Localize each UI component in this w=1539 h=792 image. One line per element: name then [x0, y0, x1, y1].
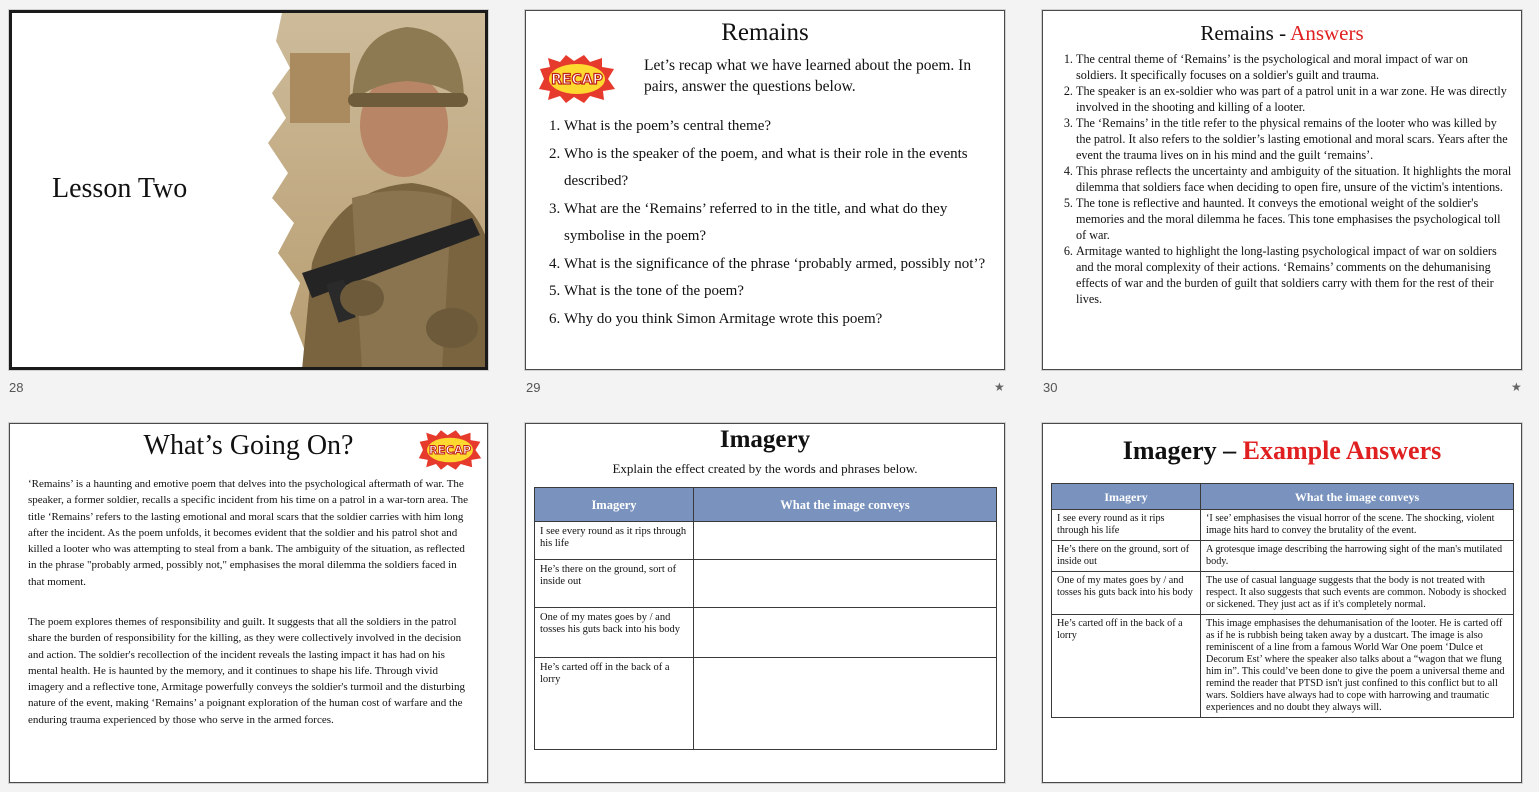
slide-number: 30 — [1043, 380, 1058, 395]
answer-list — [1076, 51, 1512, 307]
slide-title: Imagery — [719, 426, 811, 453]
soldier-image — [242, 13, 488, 370]
table-row — [1052, 572, 1514, 615]
list-item: 4. This phrase reflects the uncertainty and ambiguity of the situation. It highlights the moral dilemma that soldiers face when deciding to open fire, unsure of the victim's intentions. — [1076, 163, 1512, 195]
slide-31-thumbnail[interactable] — [9, 423, 488, 783]
list-item: 3. The ‘Remains’ in the title refer to the physical remains of the looter who was killed by the patrol. It also refers to the soldier’s lasting emotional and moral scars. Years after the event the trauma lives on in his mind and the guilt ‘remains’. — [1076, 115, 1512, 163]
table-row — [535, 522, 997, 560]
table-cell: He’s carted off in the back of a lorry — [535, 658, 694, 750]
slide-title — [1043, 436, 1521, 466]
star-icon[interactable]: ★ — [994, 380, 1005, 394]
example-answers-table — [1051, 483, 1514, 718]
recap-badge-icon — [418, 430, 482, 470]
slide-29-thumbnail[interactable] — [525, 10, 1005, 370]
slide-title: Lesson Two — [52, 173, 188, 204]
body-paragraph: ‘Remains’ is a haunting and emotive poem that delves into the psychological aftermath of war. The speaker, a former soldier, recalls a specific incident from his time on a patrol in a war-torn area. The title ‘Remains’ refers to the lasting emotional and moral scars that the soldier carries with him long after the incident. As the poem unfolds, it becomes evident that the soldier and his patrol shot and killed a looter who was attempting to steal from a bank. The ambiguity of the situation, as reflected in the phrase "probably armed, possibly not," emphasises the moral dilemma the soldiers faced in that moment. — [28, 478, 469, 588]
question-list — [564, 113, 994, 333]
table-cell: I see every round as it rips through his life — [535, 522, 694, 560]
list-item: 1. What is the poem’s central theme? — [564, 113, 994, 141]
column-header: Imagery — [535, 488, 694, 522]
title-highlight: Answers — [1290, 21, 1364, 45]
title-part: Imagery – — [1122, 436, 1243, 465]
table-cell: He’s there on the ground, sort of inside out — [1052, 541, 1201, 572]
slide-32-thumbnail[interactable] — [525, 423, 1005, 783]
slide-title — [1043, 21, 1521, 46]
table-cell: He’s there on the ground, sort of inside out — [535, 560, 694, 608]
table-cell-empty — [694, 608, 997, 658]
column-header: What the image conveys — [1201, 484, 1514, 510]
table-cell: I see every round as it rips through his life — [1052, 510, 1201, 541]
imagery-table — [534, 487, 997, 750]
table-row — [1052, 510, 1514, 541]
table-row — [1052, 615, 1514, 718]
table-cell-empty — [694, 522, 997, 560]
slide-30-thumbnail[interactable] — [1042, 10, 1522, 370]
table-cell: One of my mates goes by / and tosses his guts back into his body — [535, 608, 694, 658]
list-item: 2. Who is the speaker of the poem, and what is their role in the events described? — [564, 141, 994, 196]
table-cell: The use of casual language suggests that the body is not treated with respect. It also suggests that such events are common. Nobody is shocked or sickened. They just act as if it's completely normal. — [1201, 572, 1514, 615]
table-row — [535, 560, 997, 608]
list-item: 6. Armitage wanted to highlight the long-lasting psychological impact of war on soldiers and the moral complexity of their actions. ‘Remains’ comments on the dehumanising effects of war and the burden of guilt that soldiers carry with them for the rest of their lives. — [1076, 243, 1512, 307]
slide-33-thumbnail[interactable] — [1042, 423, 1522, 783]
list-item: 2. The speaker is an ex-soldier who was part of a patrol unit in a war zone. He was directly involved in the shooting and killing of a looter. — [1076, 83, 1512, 115]
slide-number: 28 — [9, 380, 24, 395]
list-item: 1. The central theme of ‘Remains’ is the psychological and moral impact of war on soldiers. It specifically focuses on a soldier's guilt and trauma. — [1076, 51, 1512, 83]
intro-text: Let’s recap what we have learned about the poem. In pairs, answer the questions below. — [644, 57, 972, 95]
table-cell: A grotesque image describing the harrowing sight of the man's mutilated body. — [1201, 541, 1514, 572]
table-cell: He’s carted off in the back of a lorry — [1052, 615, 1201, 718]
list-item: 5. What is the tone of the poem? — [564, 278, 994, 306]
table-cell: This image emphasises the dehumanisation of the looter. He is carted off as if he is rubbish being taken away by a dustcart. The image is also reminiscent of a line from a famous World War One poem ‘Dulce et Decorum Est’ where the speaker also talks about a “wagon that we flung him in”. This could’ve been done to give the poem a universal theme and remind the reader that PTSD isn't just confined to this conflict but to all wars. Soldiers have always had to cope with harrowing and traumatic experiences and no doubt they always will. — [1201, 615, 1514, 718]
list-item: 3. What are the ‘Remains’ referred to in the title, and what do they symbolise in the poem? — [564, 196, 994, 251]
title-part: Remains - — [1200, 21, 1291, 45]
table-header-row — [1052, 484, 1514, 510]
slide-title: Remains — [721, 19, 809, 46]
slide-title: What’s Going On? — [143, 430, 354, 461]
column-header: Imagery — [1052, 484, 1201, 510]
column-header: What the image conveys — [694, 488, 997, 522]
list-item: 4. What is the significance of the phrase ‘probably armed, possibly not’? — [564, 251, 994, 279]
slide-28-thumbnail[interactable] — [9, 10, 488, 370]
slide-subtitle: Explain the effect created by the words and phrases below. — [612, 461, 918, 476]
table-row — [535, 608, 997, 658]
table-cell: One of my mates goes by / and tosses his guts back into his body — [1052, 572, 1201, 615]
table-row — [1052, 541, 1514, 572]
list-item: 6. Why do you think Simon Armitage wrote this poem? — [564, 306, 994, 334]
star-icon[interactable]: ★ — [1511, 380, 1522, 394]
recap-badge-icon — [538, 55, 616, 103]
table-row — [535, 658, 997, 750]
body-paragraph: The poem explores themes of responsibility and guilt. It suggests that all the soldiers in the patrol share the burden of responsibility for the killing, as they were collectively involved in the decision and action. The soldier's recollection of the incident reveals the lasting impact it has had on his mental health. He is haunted by the memory, and it continues to shape his life. Through vivid imagery and a reflective tone, Armitage powerfully conveys the soldier's turmoil and the disturbing nature of the event, making ‘Remains’ a poignant exploration of the human cost of warfare and the enduring trauma experienced by those who serve in the armed forces. — [28, 616, 465, 726]
table-cell-empty — [694, 658, 997, 750]
table-cell: ‘I see’ emphasises the visual horror of the scene. The shocking, violent image hits hard to convey the brutality of the event. — [1201, 510, 1514, 541]
title-highlight: Example Answers — [1242, 436, 1442, 465]
table-cell-empty — [694, 560, 997, 608]
recap-badge-text: RECAP — [551, 72, 603, 88]
list-item: 5. The tone is reflective and haunted. It conveys the emotional weight of the soldier's memories and the moral dilemma he faces. This tone emphasises the psychological toll of war. — [1076, 195, 1512, 243]
table-header-row — [535, 488, 997, 522]
recap-badge-text: RECAP — [428, 443, 472, 458]
slide-number: 29 — [526, 380, 541, 395]
